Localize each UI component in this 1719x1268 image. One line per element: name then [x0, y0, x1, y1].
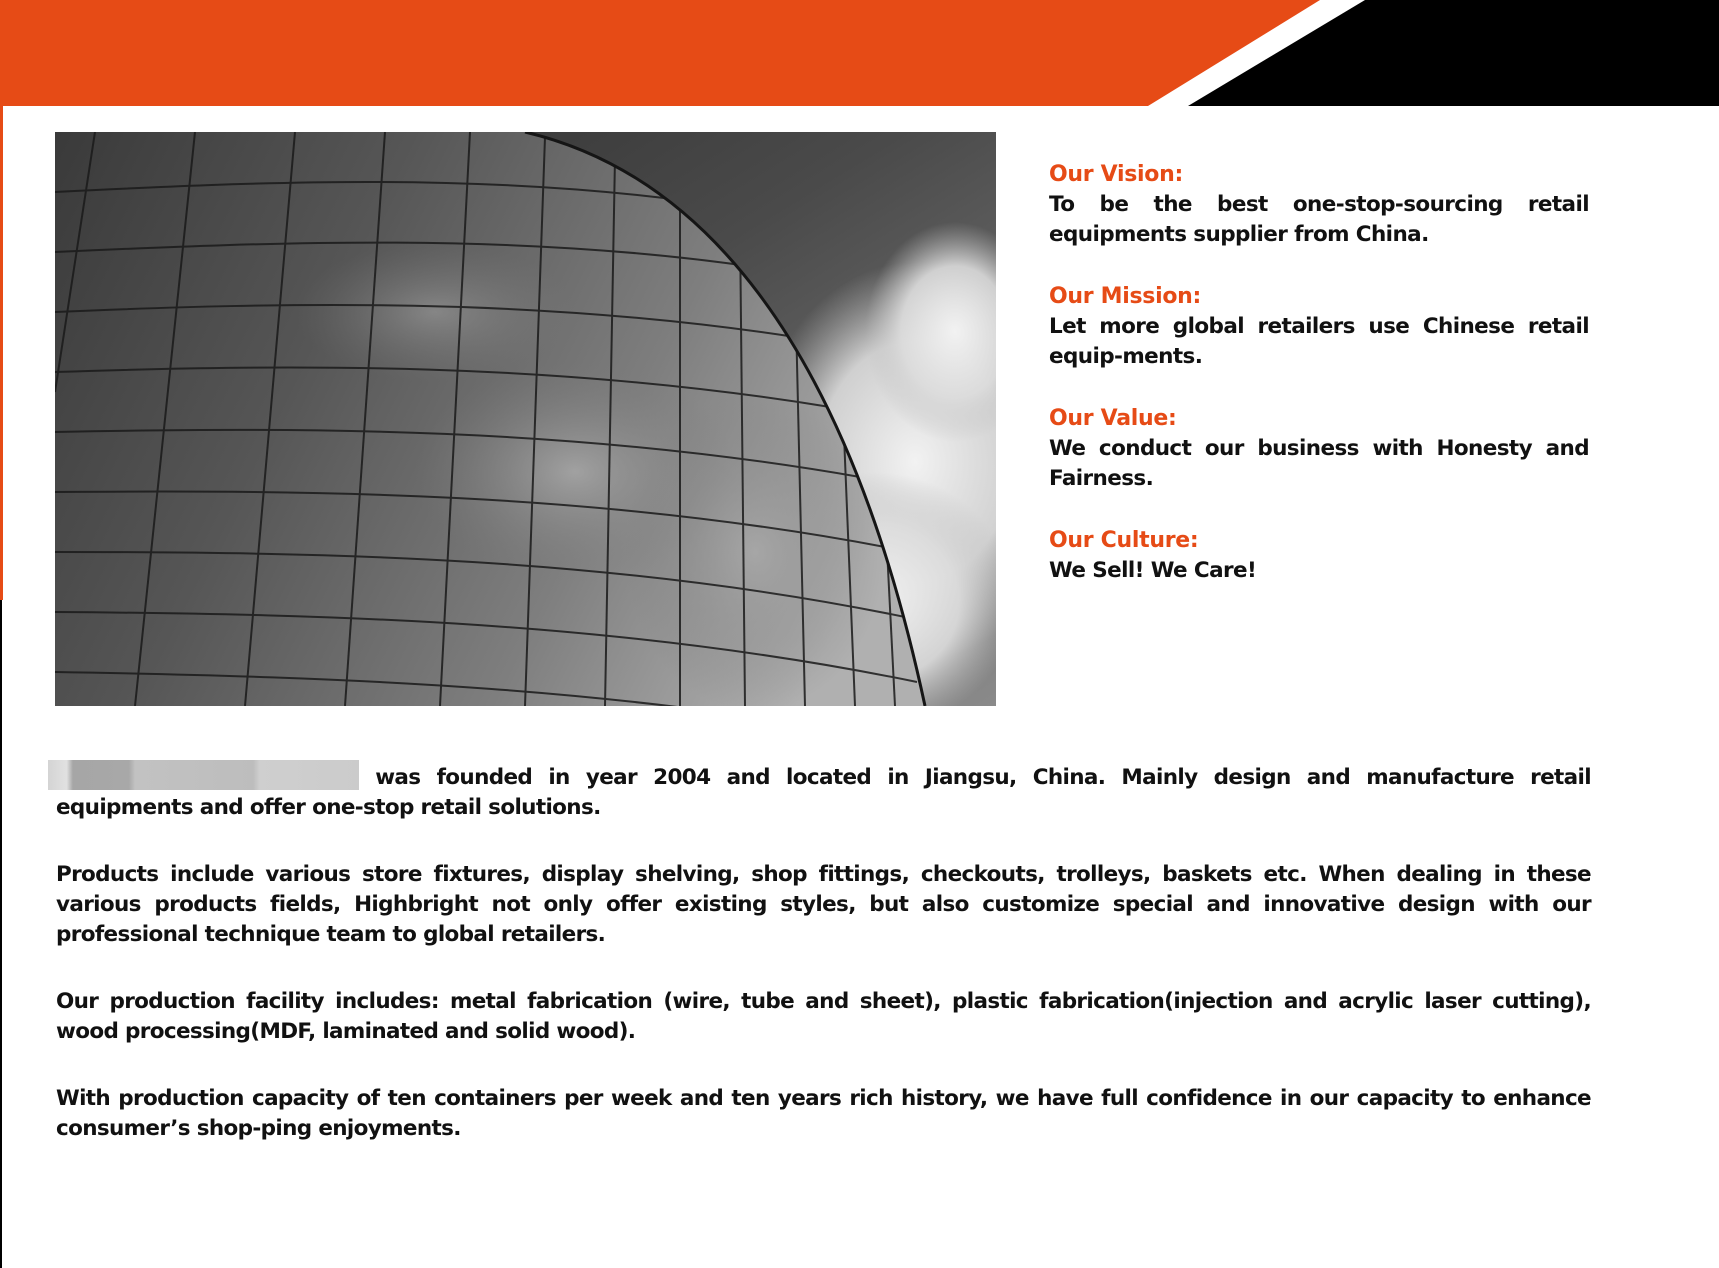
redacted-company-name — [48, 760, 359, 790]
paragraph-products: Products include various store fixtures, display shelving, shop fittings, checkouts, trolleys, baskets etc. When dealing in these various products fields, Highbright not only offer existing styles, but also customize special and innovative design with our professional technique team to global retailers. — [56, 862, 1591, 947]
statement-body: We conduct our business with Honesty and Fairness. — [1049, 436, 1589, 491]
statement-heading: Our Mission: — [1049, 284, 1202, 309]
statement-value — [1049, 404, 1589, 494]
statement-culture — [1049, 526, 1589, 586]
building-facade-photo — [55, 132, 996, 706]
company-description — [56, 760, 1591, 1181]
paragraph-intro — [56, 760, 1591, 823]
statement-heading: Our Culture: — [1049, 528, 1199, 553]
left-accent-strip — [0, 106, 3, 600]
company-statements — [1049, 160, 1589, 618]
left-edge-rule — [0, 600, 2, 1268]
header-orange-band — [0, 0, 1320, 106]
paragraph-facility: Our production facility includes: metal fabrication (wire, tube and sheet), plastic fabrication(injection and acrylic laser cutting), wood processing(MDF, laminated and solid wood). — [56, 989, 1591, 1044]
statement-body: To be the best one-stop-sourcing retail equipments supplier from China. — [1049, 192, 1589, 247]
statement-body: We Sell! We Care! — [1049, 558, 1257, 583]
statement-body: Let more global retailers use Chinese retail equip-ments. — [1049, 314, 1589, 369]
statement-mission — [1049, 282, 1589, 372]
header-banner — [0, 0, 1719, 106]
paragraph-intro-text: was founded in year 2004 and located in Jiangsu, China. Mainly design and manufacture retail equipments and offer one-stop retail solutions. — [56, 765, 1591, 820]
statement-heading: Our Value: — [1049, 406, 1177, 431]
statement-heading: Our Vision: — [1049, 162, 1183, 187]
paragraph-capacity: With production capacity of ten containers per week and ten years rich history, we have full confidence in our capacity to enhance consumer’s shop-ping enjoyments. — [56, 1086, 1591, 1141]
statement-vision — [1049, 160, 1589, 250]
